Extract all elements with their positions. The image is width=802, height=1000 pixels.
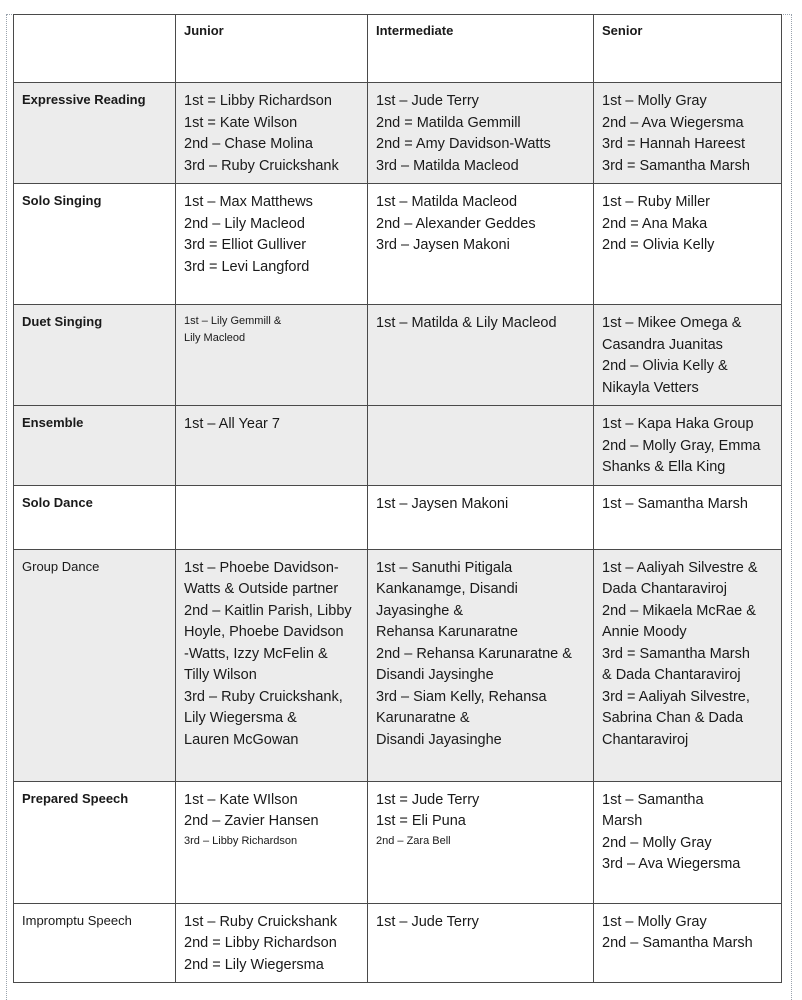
result-line: 2nd – Olivia Kelly & [602,358,728,374]
table-row [14,549,782,781]
result-line: 2nd = Ana Maka [602,215,708,232]
junior-cell [176,406,368,486]
category-cell [14,83,176,184]
category-label: Ensemble [22,415,84,430]
result-line: Lauren McGowan [184,731,299,748]
page-border-right [791,14,792,1000]
intermediate-cell [368,406,594,486]
result-line: 1st – Jaysen Makoni [376,495,509,512]
result-line: Watts & Outside partner [184,581,339,597]
result-line: 3rd – Ava Wiegersma [602,856,741,872]
senior-cell [594,485,782,549]
header-senior: Senior [594,15,782,83]
category-cell [14,485,176,549]
result-line: Disandi Jaysinghe [376,667,494,683]
result-line: 1st = Jude Terry [376,791,480,808]
table-row [14,406,782,486]
intermediate-cell [368,184,594,305]
result-line: 1st – Kapa Haka Group [602,416,754,432]
senior-cell [594,903,782,983]
junior-cell [176,305,368,406]
result-line: 2nd – Kaitlin Parish, Libby [184,602,352,619]
category-label: Solo Dance [22,494,93,510]
result-line: 2nd – Ava Wiegersma [602,114,744,131]
result-line: Annie Moody [602,624,687,640]
result-line: 3rd – Siam Kelly, Rehansa [376,688,547,705]
junior-cell [176,903,368,983]
result-line: -Watts, Izzy McFelin & [184,645,328,662]
category-cell [14,184,176,305]
result-line: Rehansa Karunaratne [376,624,518,640]
result-line: 1st – Kate WIlson [184,791,298,808]
result-line: 2nd – Molly Gray [602,834,712,851]
result-line: Lily Wiegersma & [184,710,297,726]
header-row [14,15,782,83]
result-line: 1st – Aaliyah Silvestre & [602,559,758,576]
result-line: Dada Chantaraviroj [602,581,727,597]
result-line: 3rd = Elliot Gulliver [184,237,307,253]
result-line: 1st – Ruby Miller [602,194,710,210]
result-line: 2nd – Mikaela McRae & [602,602,756,619]
junior-cell [176,184,368,305]
result-line: Lily Macleod [184,332,246,344]
result-line: Jayasinghe & [376,602,464,619]
table-row [14,781,782,903]
result-line: 2nd = Olivia Kelly [602,237,715,253]
senior-cell [594,83,782,184]
result-line: 2nd = Matilda Gemmill [376,114,521,131]
result-line: 3rd – Ruby Cruickshank, [184,688,343,705]
result-line: 2nd = Lily Wiegersma [184,956,324,973]
intermediate-cell [368,305,594,406]
result-line: Casandra Juanitas [602,336,723,353]
result-line: 3rd – Jaysen Makoni [376,237,510,253]
table-row [14,305,782,406]
senior-cell [594,406,782,486]
result-line: 1st = Libby Richardson [184,93,332,109]
intermediate-cell [368,903,594,983]
senior-cell [594,184,782,305]
senior-cell [594,305,782,406]
result-line: 3rd = Samantha Marsh [602,645,750,662]
category-label: Duet Singing [22,314,103,329]
result-line: Nikayla Vetters [602,379,699,396]
header-category [14,15,176,83]
category-label: Solo Singing [22,193,102,208]
result-line: 1st – Lily Gemmill & [184,315,282,327]
result-line: 2nd – Zavier Hansen [184,813,319,829]
result-line: 1st – Molly Gray [602,93,707,109]
result-line: 3rd = Levi Langford [184,258,310,275]
result-line: 1st – Ruby Cruickshank [184,913,338,930]
table-row [14,903,782,983]
result-line: 2nd = Amy Davidson-Watts [376,136,551,152]
result-line: Marsh [602,813,643,829]
category-label: Impromptu Speech [22,912,132,928]
category-cell [14,305,176,406]
result-line: 2nd – Rehansa Karunaratne & [376,645,572,662]
intermediate-cell [368,485,594,549]
result-line: Hoyle, Phoebe Davidson [184,624,344,640]
result-line: 2nd – Molly Gray, Emma [602,437,761,454]
category-cell [14,781,176,903]
table-row [14,184,782,305]
result-line: Kankanamge, Disandi [376,581,518,597]
result-line: 2nd – Lily Macleod [184,215,305,232]
result-line: 1st = Kate Wilson [184,114,298,131]
result-line: 3rd = Samantha Marsh [602,157,750,174]
category-label: Prepared Speech [22,790,129,806]
result-line: 1st – Max Matthews [184,194,313,210]
category-cell [14,903,176,983]
result-line: 1st – Samantha [602,791,704,808]
result-line: Tilly Wilson [184,667,257,683]
result-line: Shanks & Ella King [602,459,726,475]
result-line: Karunaratne & [376,710,470,726]
result-line: 1st – Matilda Macleod [376,194,518,210]
result-line: 1st – Sanuthi Pitigala [376,559,513,576]
senior-cell [594,549,782,781]
junior-cell [176,83,368,184]
category-cell [14,406,176,486]
junior-cell [176,549,368,781]
header-intermediate: Intermediate [368,15,594,83]
result-line: 1st – Jude Terry [376,913,479,930]
page-border-left [6,14,7,1000]
result-line: 1st – Mikee Omega & [602,315,742,331]
intermediate-cell [368,781,594,903]
result-line: 2nd – Alexander Geddes [376,215,536,232]
junior-cell [176,781,368,903]
result-line: Sabrina Chan & Dada [602,710,744,726]
senior-cell [594,781,782,903]
category-cell [14,549,176,781]
result-line: & Dada Chantaraviroj [602,667,741,683]
table-row [14,485,782,549]
result-line: 2nd – Zara Bell [376,834,451,847]
result-line: Chantaraviroj [602,731,689,748]
result-line: 3rd – Ruby Cruickshank [184,157,339,174]
result-line: 1st – Jude Terry [376,93,479,109]
result-line: 2nd – Samantha Marsh [602,935,753,951]
result-line: 1st = Eli Puna [376,813,466,829]
result-line: 1st – All Year 7 [184,416,280,432]
intermediate-cell [368,83,594,184]
result-line: 1st – Phoebe Davidson- [184,559,339,576]
result-line: 3rd – Matilda Macleod [376,157,519,174]
result-line: 1st – Samantha Marsh [602,495,748,512]
result-line: 1st – Matilda & Lily Macleod [376,315,557,331]
category-label: Expressive Reading [22,92,146,107]
category-label: Group Dance [22,558,100,574]
result-line: 2nd – Chase Molina [184,136,313,152]
result-line: 1st – Molly Gray [602,913,707,930]
result-line: Disandi Jayasinghe [376,731,502,748]
header-junior: Junior [176,15,368,83]
result-line: 3rd = Aaliyah Silvestre, [602,688,750,705]
table-row [14,83,782,184]
junior-cell [176,485,368,549]
result-line: 3rd – Libby Richardson [184,834,298,847]
result-line: 2nd = Libby Richardson [184,935,337,951]
intermediate-cell [368,549,594,781]
result-line: 3rd = Hannah Hareest [602,136,746,152]
results-table [13,14,782,983]
